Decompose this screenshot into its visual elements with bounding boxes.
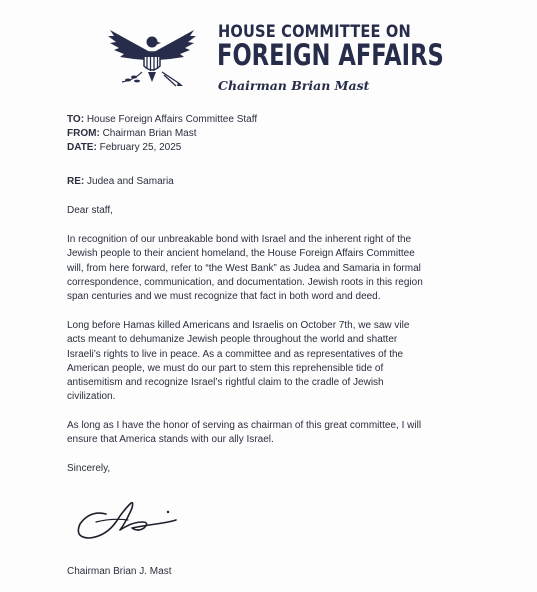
handwritten-signature xyxy=(72,492,200,552)
paragraph-1 xyxy=(67,233,487,304)
memo-from-label: FROM: xyxy=(67,128,100,139)
paragraph-line: correspondence, communication, and documentation. Jewish roots in this region xyxy=(67,276,423,288)
memo-date-label: DATE: xyxy=(67,142,97,153)
paragraph-3 xyxy=(67,419,487,448)
closing: Sincerely, xyxy=(67,463,111,474)
eagle-seal-icon xyxy=(106,22,198,92)
memo-from xyxy=(67,127,196,141)
memo-date xyxy=(67,141,181,155)
signature-name: Chairman Brian J. Mast xyxy=(67,566,172,577)
memo-date-value: February 25, 2025 xyxy=(99,142,182,153)
letterhead-committee-name: FOREIGN AFFAIRS xyxy=(217,38,444,72)
memo-to-value: House Foreign Affairs Committee Staff xyxy=(86,114,258,125)
memo-re-value: Judea and Samaria xyxy=(87,176,174,187)
memo-to-label: TO: xyxy=(67,114,85,125)
paragraph-line: Long before Hamas killed Americans and Israelis on October 7th, we saw vile xyxy=(67,320,410,331)
paragraph-line: antisemitism and recognize Israel’s rightful claim to the cradle of Jewish xyxy=(67,377,384,389)
paragraph-line: civilization. xyxy=(67,391,116,403)
paragraph-line: In recognition of our unbreakable bond with Israel and the inherent right of the xyxy=(67,234,412,245)
paragraph-line: ensure that America stands with our ally Israel. xyxy=(67,434,274,446)
paragraph-2 xyxy=(67,319,487,405)
memo-from-value: Chairman Brian Mast xyxy=(102,128,197,139)
memo-subject xyxy=(67,175,174,189)
paragraph-line: span centuries and we must recognize that fact in both word and deed. xyxy=(67,291,381,303)
paragraph-line: Jewish people to their ancient homeland, the House Foreign Affairs Committee xyxy=(67,248,415,260)
greeting: Dear staff, xyxy=(67,205,113,216)
paragraph-line: will, from here forward, refer to “the West Bank” as Judea and Samaria in formal xyxy=(67,262,421,274)
paragraph-line: Israeli’s rights to live in peace. As a committee and as representatives of the xyxy=(67,348,404,360)
paragraph-line: As long as I have the honor of serving as chairman of this great committee, I will xyxy=(67,420,422,431)
memo-to xyxy=(67,113,257,127)
letterhead-chairman: Chairman Brian Mast xyxy=(218,78,370,93)
memo-re-label: RE: xyxy=(67,176,85,187)
paragraph-line: acts meant to dehumanize Jewish people throughout the world and shatter xyxy=(67,334,398,346)
paragraph-line: American people, we must do our part to stem this reprehensible tide of xyxy=(67,362,384,374)
letterhead-committee-line: HOUSE COMMITTEE ON xyxy=(218,22,411,42)
